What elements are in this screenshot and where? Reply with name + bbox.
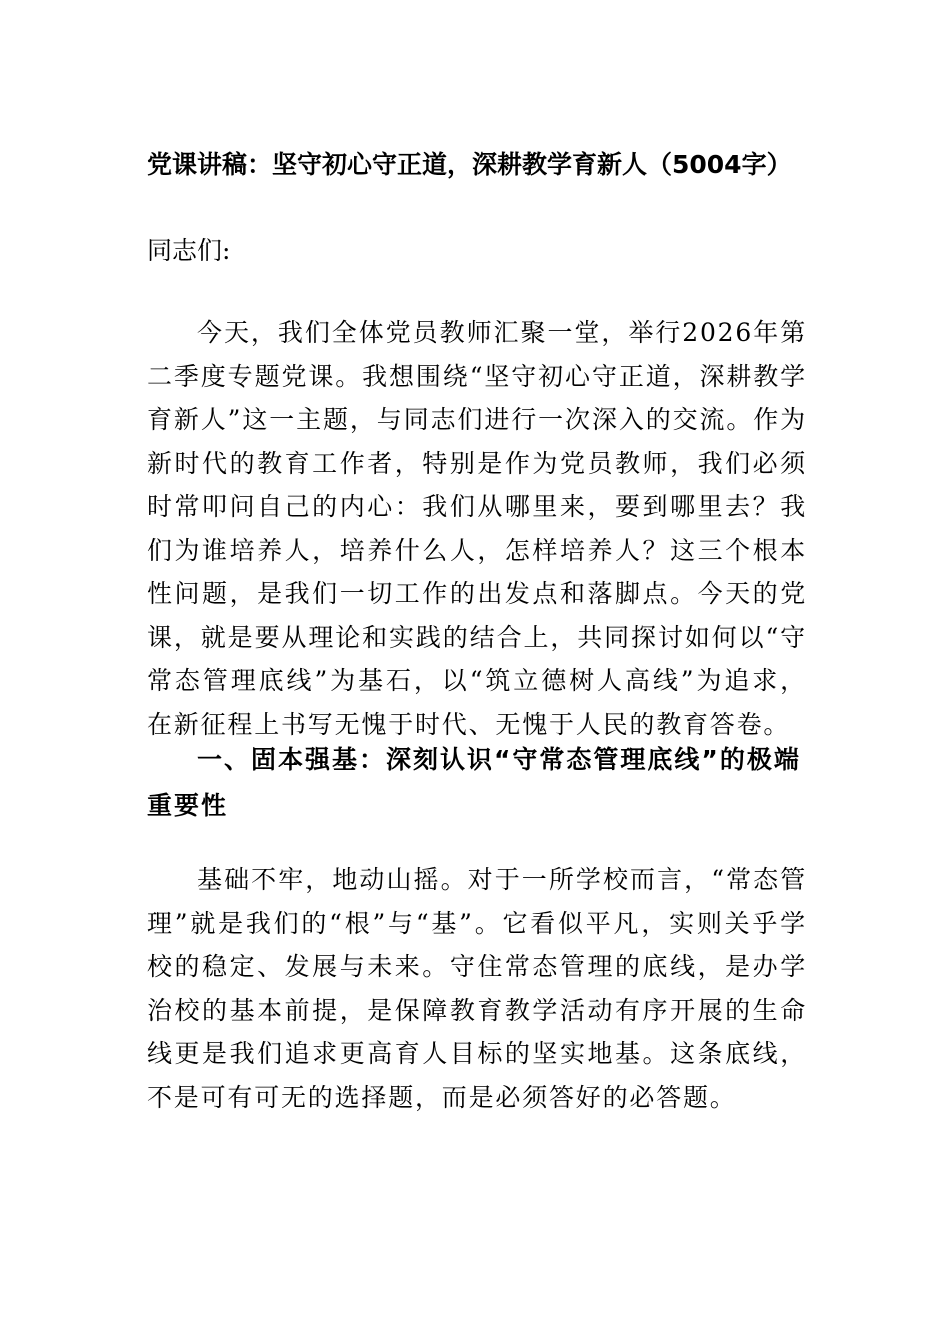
paragraph-section-1: 基础不牢，地动山摇。对于一所学校而言，“常态管理”就是我们的“根”与“基”。它看似平凡，实则关乎学校的稳定、发展与未来。守住常态管理的底线，是办学治校的基本前提，是保障教育教学活动有序开展的生命线更是我们追求更高育人目标的坚实地基。这条底线，不是可有可无的选择题，而是必须答好的必答题。 bbox=[147, 865, 807, 1112]
document-title: 党课讲稿：坚守初心守正道，深耕教学育新人（5004字） bbox=[147, 150, 792, 179]
section-heading-1: 一、固本强基：深刻认识“守常态管理底线”的极端重要性 bbox=[147, 745, 801, 820]
salutation: 同志们: bbox=[147, 236, 231, 265]
paragraph-intro: 今天，我们全体党员教师汇聚一堂，举行2026年第二季度专题党课。我想围绕“坚守初心守正道，深耕教学育新人”这一主题，与同志们进行一次深入的交流。作为新时代的教育工作者，特别是作为党员教师，我们必须时常叩问自己的内心：我们从哪里来，要到哪里去？我们为谁培养人，培养什么人，怎样培养人？这三个根本性问题，是我们一切工作的出发点和落脚点。今天的党课，就是要从理论和实践的结合上，共同探讨如何以“守常态管理底线”为基石，以“筑立德树人高线”为追求，在新征程上书写无愧于时代、无愧于人民的教育答卷。 bbox=[147, 318, 807, 739]
